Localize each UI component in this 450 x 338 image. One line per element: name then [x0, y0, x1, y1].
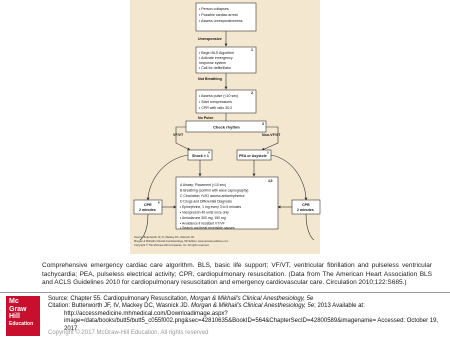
unresponsive-label: Unresponsive: [198, 37, 222, 41]
figure-source-note: Source: Butterworth JF, IV, Mackey DC, Wasnick JD: Morgan & Mikhail's Clinical Anesthesiology, 5th Edition: www.accessmedicine.com Copyright © The McGraw-Hill Companies, Inc. All rights reserved.: [134, 236, 229, 247]
check-rhythm-text: Check rhythm: [213, 124, 240, 130]
figure-caption: Comprehensive emergency cardiac care algorithm. BLS, basic life support; VF/VT, ventricular fibrillation and pulseless ventricular tachycardia; PEA, pulseless electrical activity; CPR, cardiopulmonary resuscitation. (Data from The American Heart Association BLS and ACLS Guidelines 2010 for cardiopulmonary resuscitation and emergency cardiovascular care. Circulation 2010;122:S685.): [42, 262, 432, 287]
pulse-box-text: • Assess pulse (<10 sec) • Start compressions • CPR with ratio 30:2: [199, 94, 239, 110]
shock-number: 4: [208, 150, 210, 155]
collapse-box-text: • Person collapses • Possible cardiac arrest • Assess unresponsiveness: [199, 7, 243, 23]
footer-divider: [0, 292, 450, 293]
pulse-box-number: 2: [251, 91, 253, 95]
abcd-number: 4,5: [268, 179, 273, 183]
cpr-left-number: 6: [158, 200, 160, 205]
abcd-text: A Airway: Placement (<10 sec) B Breathing (confirm with wave capnography) C Circulation: IV/IO access antiarrhythmics D Drugs and Differential Diagnosis • Epinephrine, 1 mg every 3 to 5 minutes • Vasopressin 40 units once only • Amiodarone 300 mg, 150 mg • Avoidance if resistant VT/VF • Search and treat reversible causes: [180, 183, 249, 230]
nonvfvt-label: Non-VF/VT: [262, 133, 281, 137]
bls-box-text: • Begin BLS Algorithm • Activate emergency response system • Call for defibrillator: [199, 51, 235, 70]
mcgraw-hill-logo: Mc Graw Hill Education: [6, 296, 40, 336]
pea-number: 5: [267, 150, 269, 155]
source-line: Source: Chapter 55. Cardiopulmonary Resuscitation, Morgan & Mikhail's Clinical Anesthesiology, 5e: [48, 296, 314, 302]
pea-text: PEA or Asystole: [239, 154, 267, 158]
source-citation: [48, 296, 448, 333]
copyright-text: Copyright © 2017 McGraw-Hill Education. All rights reserved: [48, 330, 209, 336]
not-breathing-label: Not Breathing: [198, 77, 222, 81]
cpr-left-text: CPR 2 minutes: [139, 203, 156, 212]
citation-url[interactable]: http://accessmedicine.mhmedical.com/Downloadimage.aspx?image=/data/books/butt5/butt5_c055f002.png&sec=42810635&BookID=564&ChapterSecID=42800589&imagename= Accessed: October 19, 2017: [64, 310, 439, 332]
cpr-right-text: CPR 2 minutes: [297, 203, 314, 212]
shock-text: Shock × 1: [192, 154, 209, 158]
citation-line: Citation: Butterworth JF, IV, Mackey DC, Wasnick JD. Morgan & Mikhail's Clinical Anesthesiology, 5e; 2013 Available at:: [48, 303, 365, 310]
vfvt-label: VF/VT: [173, 133, 184, 137]
check-rhythm-number: 3: [262, 122, 264, 126]
no-pulse-label: No Pulse: [198, 116, 214, 120]
bls-box-number: 1: [251, 48, 253, 52]
